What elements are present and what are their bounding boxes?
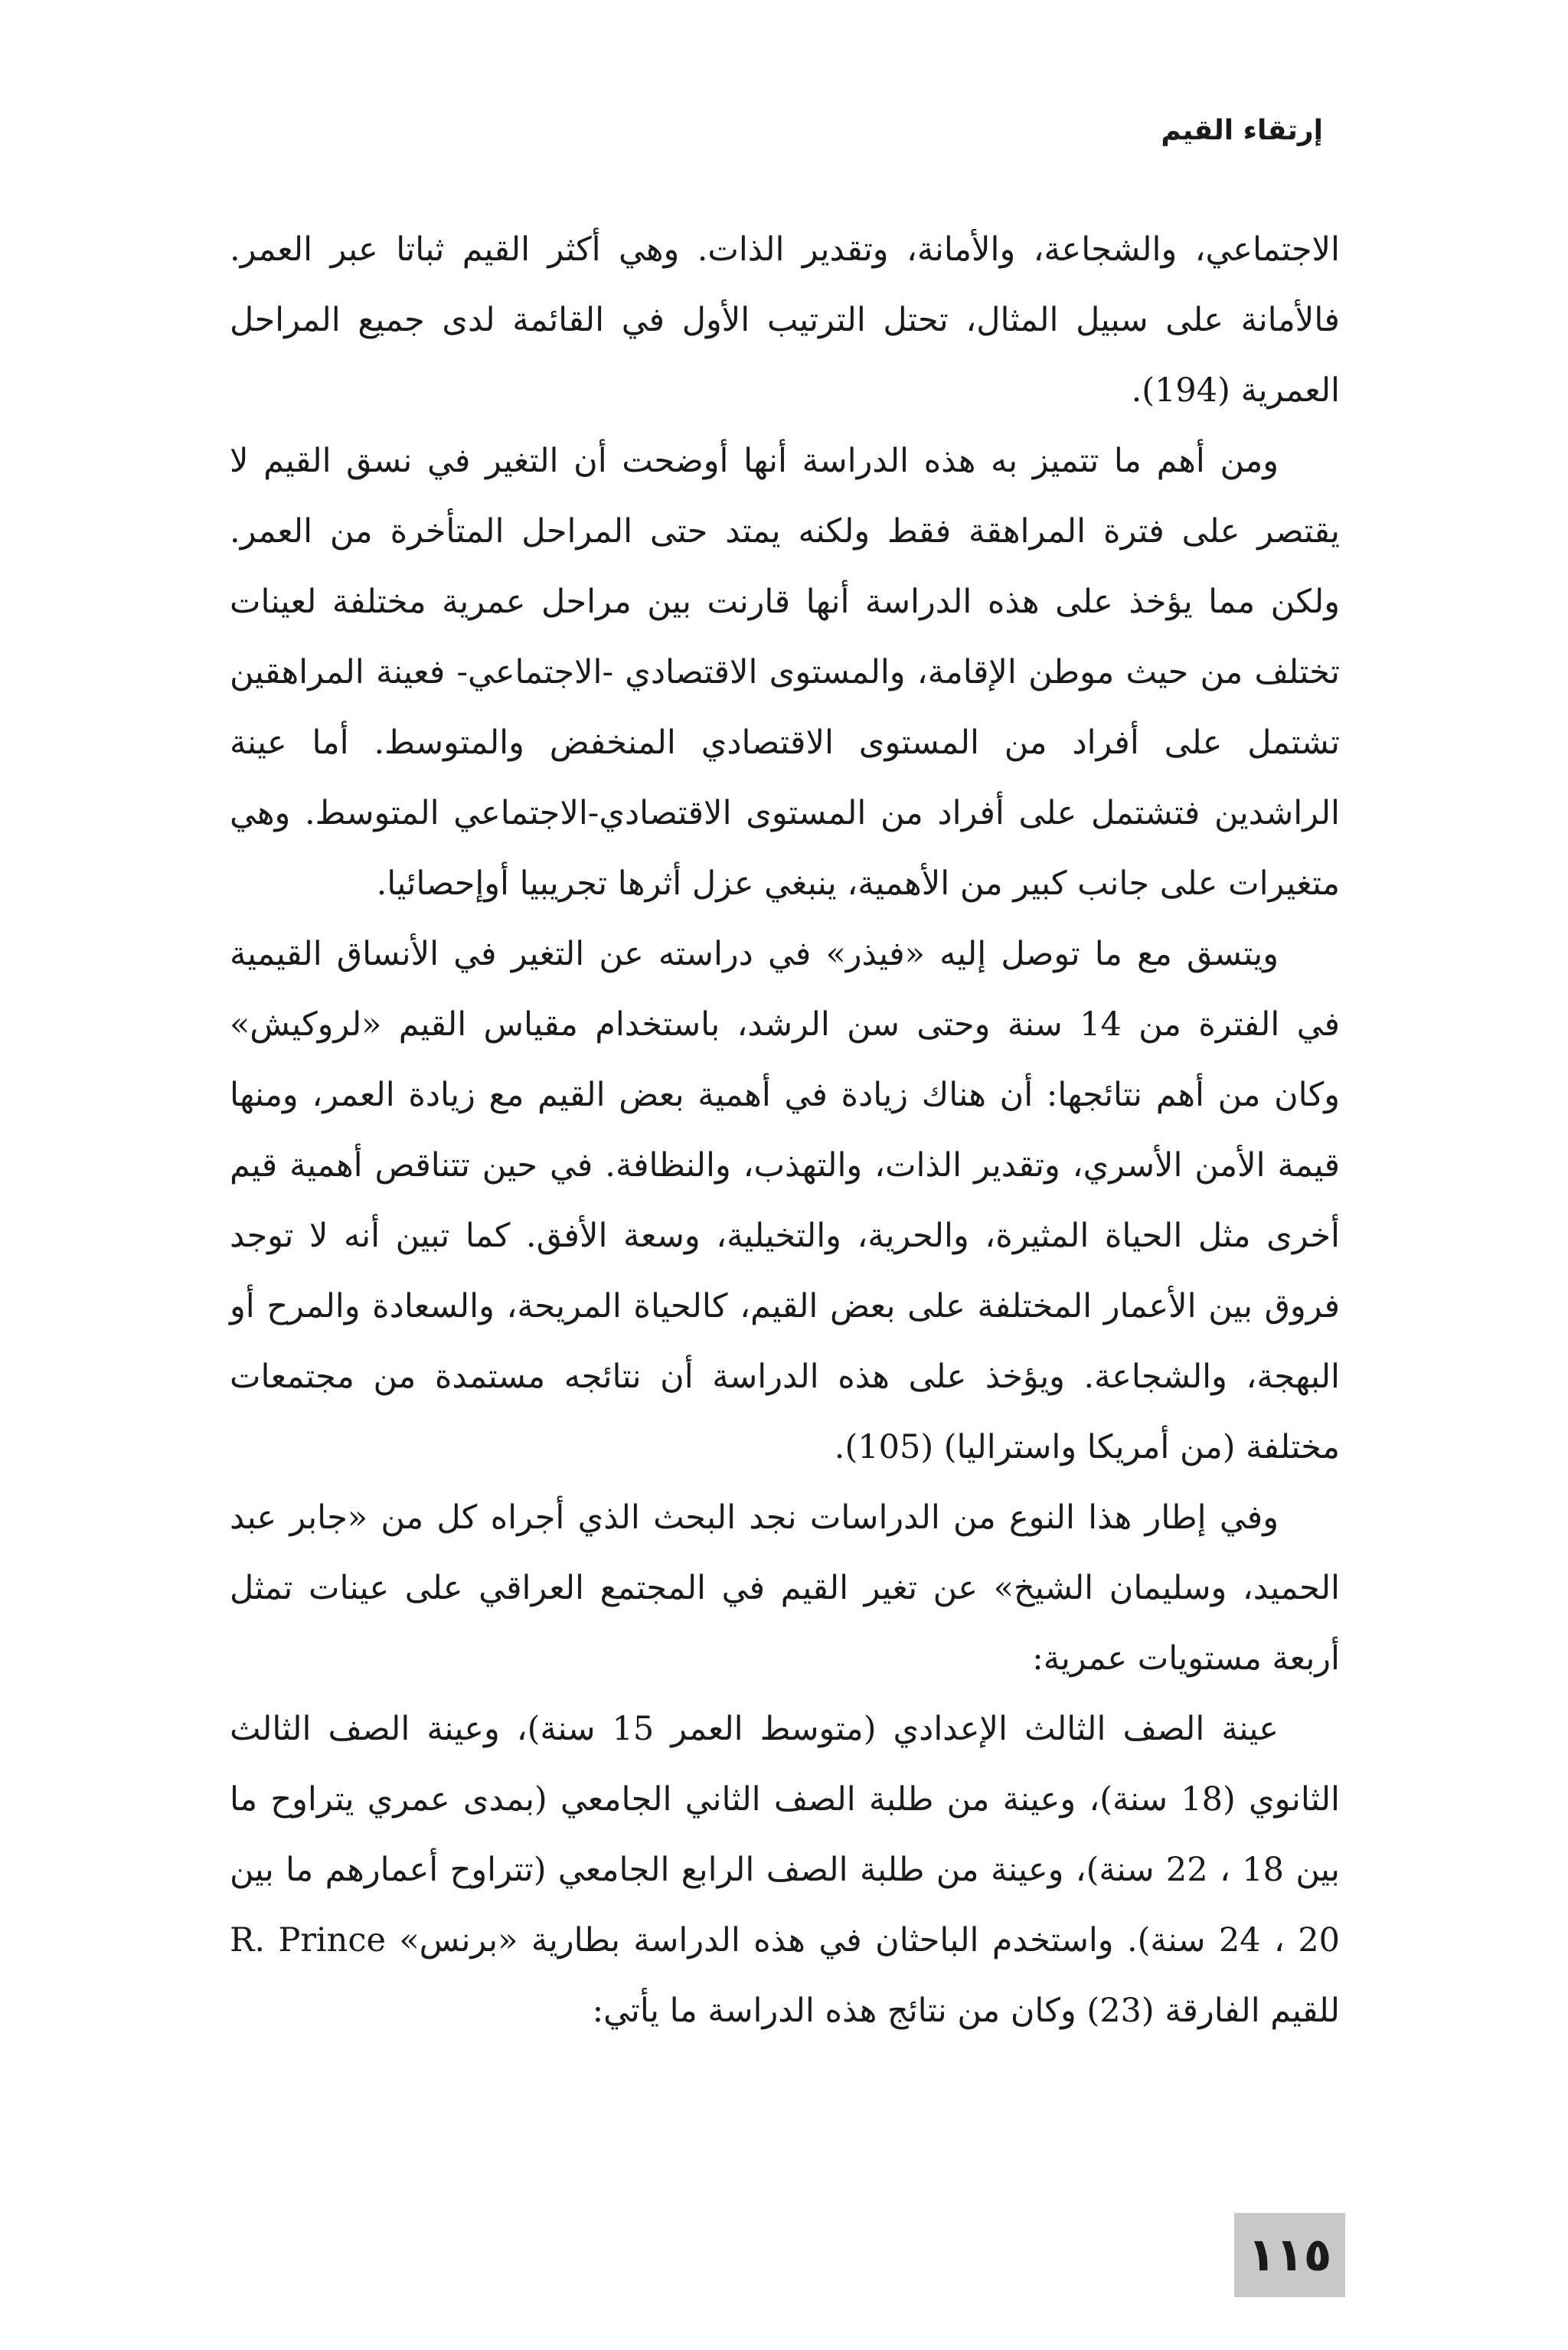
- body-text: [230, 214, 1340, 2046]
- paragraph-3: ويتسق مع ما توصل إليه «فيذر» في دراسته عن التغير في الأنساق القيمية في الفترة من 14 سنة وحتى سن الرشد، باستخدام مقياس القيم «لروكيش» وكان من أهم نتائجها: أن هناك زيادة في أهمية بعض القيم مع زيادة العمر، ومنها قيمة الأمن الأسري، وتقدير الذات، والتهذب، والنظافة. في حين تتناقص أهمية قيم أخرى مثل الحياة المثيرة، والحرية، والتخيلية، وسعة الأفق. كما تبين أنه لا توجد فروق بين الأعمار المختلفة على بعض القيم، كالحياة المريحة، والسعادة والمرح أو البهجة، والشجاعة. ويؤخذ على هذه الدراسة أن نتائجه مستمدة من مجتمعات مختلفة (من أمريكا واستراليا) (105).: [230, 935, 1340, 1466]
- running-title: إرتقاء القيم: [1161, 115, 1323, 146]
- page-number-box: [1234, 2213, 1345, 2297]
- page-number: ١١٥: [1247, 2228, 1332, 2282]
- paragraph-4: وفي إطار هذا النوع من الدراسات نجد البحث الذي أجراه كل من «جابر عبد الحميد، وسليمان الشيخ» عن تغير القيم في المجتمع العراقي على عينات تمثل أربعة مستويات عمرية:: [230, 1499, 1340, 1678]
- paragraph-1: الاجتماعي، والشجاعة، والأمانة، وتقدير الذات. وهي أكثر القيم ثباتا عبر العمر. فالأمانة على سبيل المثال، تحتل الترتيب الأول في القائمة لدى جميع المراحل العمرية (194).: [230, 230, 1340, 410]
- paragraph-5: عينة الصف الثالث الإعدادي (متوسط العمر 15 سنة)، وعينة الصف الثالث الثانوي (18 سنة)، وعينة من طلبة الصف الثاني الجامعي (بمدى عمري يتراوح ما بين 18 ، 22 سنة)، وعينة من طلبة الصف الرابع الجامعي (تتراوح أعمارهم ما بين 20 ، 24 سنة). واستخدم الباحثان في هذه الدراسة بطارية «برنس» R. Prince للقيم الفارقة (23) وكان من نتائج هذه الدراسة ما يأتي:: [230, 1710, 1340, 2030]
- paragraph-2: ومن أهم ما تتميز به هذه الدراسة أنها أوضحت أن التغير في نسق القيم لا يقتصر على فترة المراهقة فقط ولكنه يمتد حتى المراحل المتأخرة من العمر. ولكن مما يؤخذ على هذه الدراسة أنها قارنت بين مراحل عمرية مختلفة لعينات تختلف من حيث موطن الإقامة، والمستوى الاقتصادي -الاجتماعي- فعينة المراهقين تشتمل على أفراد من المستوى الاقتصادي المنخفض والمتوسط. أما عينة الراشدين فتشتمل على أفراد من المستوى الاقتصادي-الاجتماعي المتوسط. وهي متغيرات على جانب كبير من الأهمية، ينبغي عزل أثرها تجريبيا أوإحصائيا.: [230, 442, 1340, 903]
